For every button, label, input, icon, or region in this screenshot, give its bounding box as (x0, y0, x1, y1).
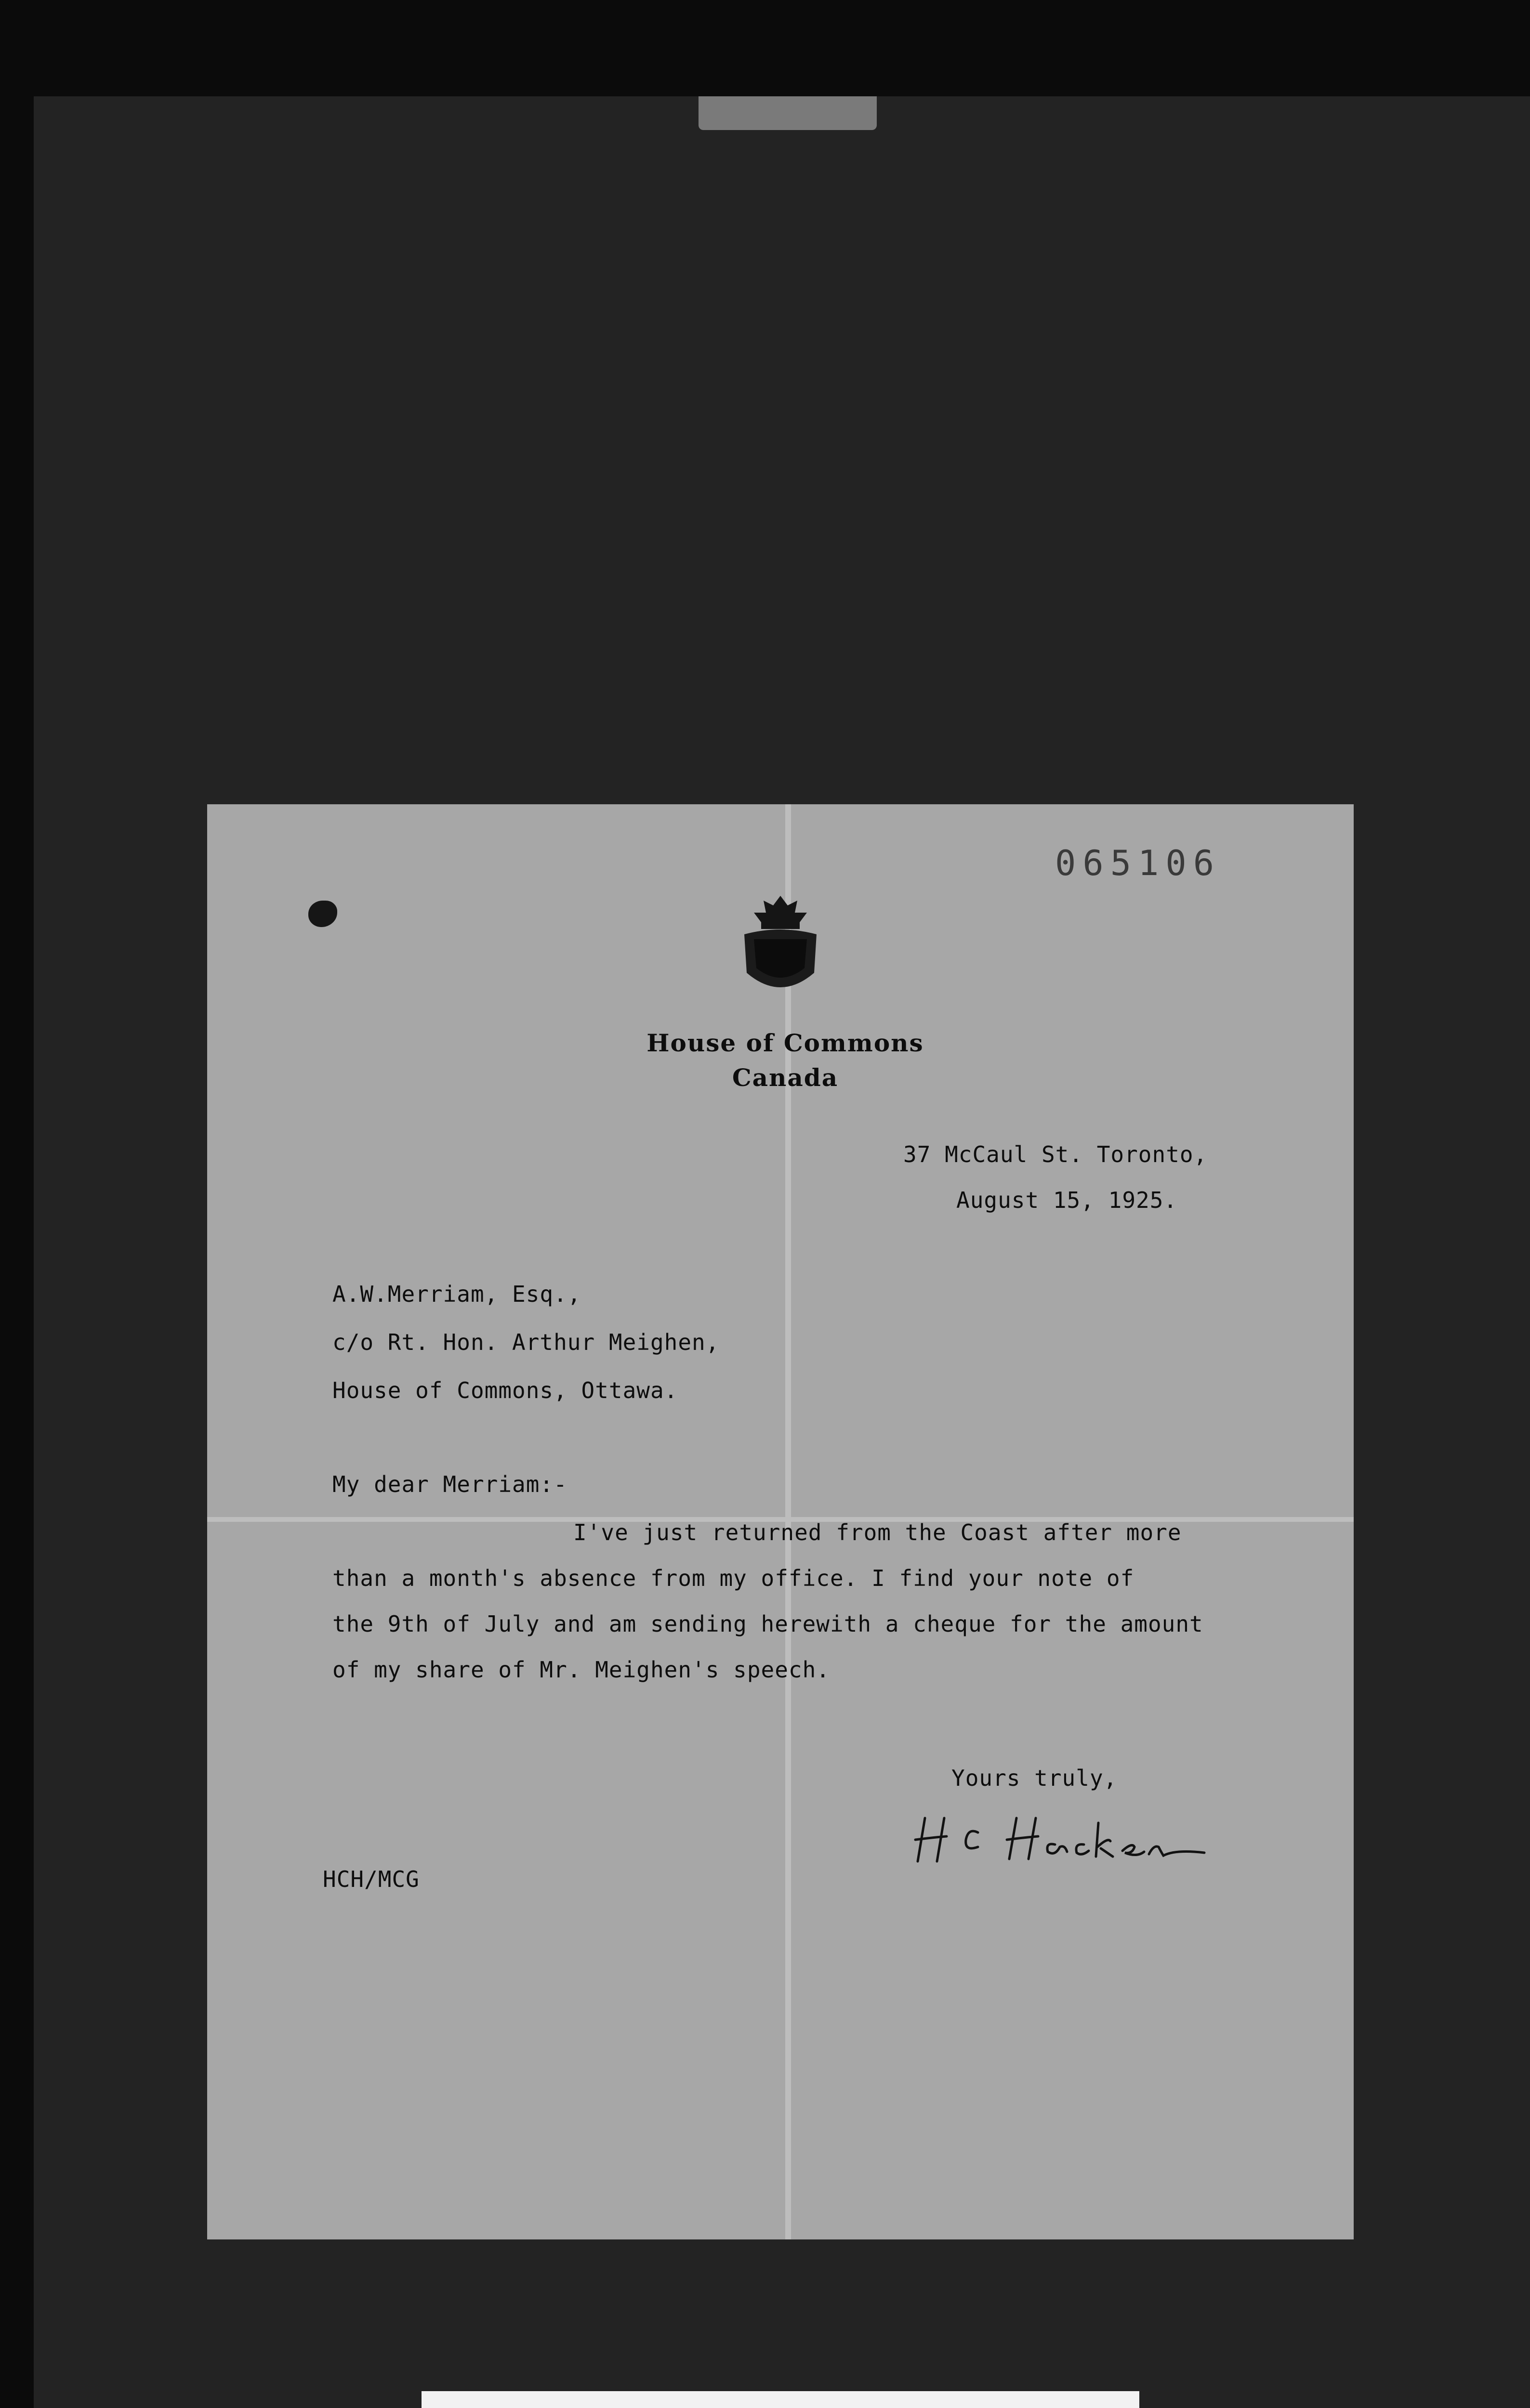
recipient-address: House of Commons, Ottawa. (332, 1377, 678, 1403)
letter-sheet (207, 804, 1354, 2239)
recipient-name: A.W.Merriam, Esq., (332, 1281, 581, 1307)
sender-street: 37 McCaul St. Toronto, (903, 1141, 1208, 1167)
recipient-care-of: c/o Rt. Hon. Arthur Meighen, (332, 1329, 720, 1355)
body-line: I've just returned from the Coast after more (573, 1519, 1182, 1545)
ink-blot (308, 901, 337, 927)
body-line: than a month's absence from my office. I find your note of (332, 1565, 1134, 1591)
reference-number: 065106 (1055, 843, 1221, 883)
letterhead (544, 1026, 1026, 1095)
body-line: the 9th of July and am sending herewith a cheque for the amount (332, 1611, 1203, 1637)
frame-tab (699, 96, 877, 130)
handwritten-signature (906, 1799, 1243, 1871)
coat-of-arms-icon (735, 891, 826, 1002)
letterhead-title: House of Commons (646, 1029, 924, 1057)
body-line: of my share of Mr. Meighen's speech. (332, 1657, 830, 1683)
archive-reference-label (422, 2391, 1139, 2408)
typist-initials: HCH/MCG (323, 1866, 420, 1892)
letter-date: August 15, 1925. (956, 1187, 1178, 1213)
salutation: My dear Merriam:- (332, 1471, 567, 1497)
letterhead-subtitle: Canada (732, 1063, 839, 1092)
closing: Yours truly, (951, 1765, 1118, 1791)
